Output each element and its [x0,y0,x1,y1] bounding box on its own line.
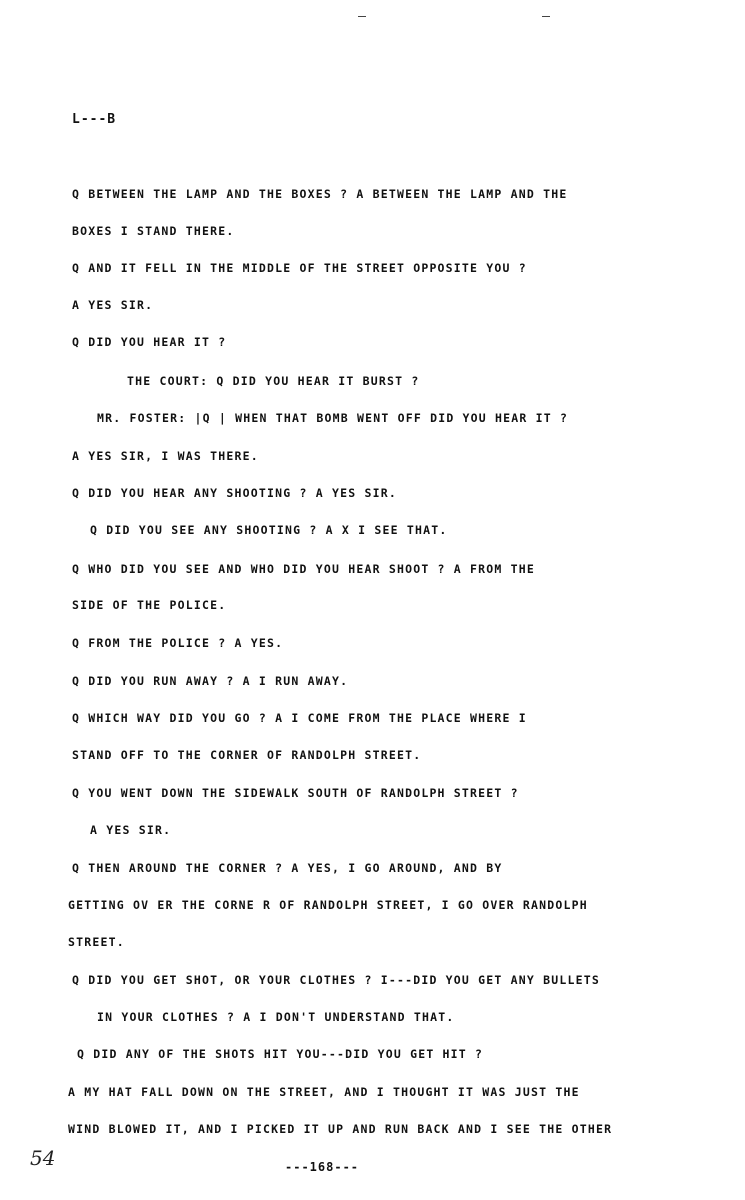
transcript-line: GETTING OV ER THE CORNE R OF RANDOLPH STREET, I GO OVER RANDOLPH [68,898,588,912]
page-number: ---168--- [285,1160,360,1174]
transcript-line: Q BETWEEN THE LAMP AND THE BOXES ? A BETWEEN THE LAMP AND THE [72,187,568,201]
transcript-line: A YES SIR, I WAS THERE. [72,449,259,463]
top-mark-1 [358,16,366,17]
transcript-line: A YES SIR. [72,298,154,312]
transcript-line: A MY HAT FALL DOWN ON THE STREET, AND I THOUGHT IT WAS JUST THE [68,1085,580,1099]
transcript-line: Q FROM THE POLICE ? A YES. [72,636,284,650]
transcript-line: Q DID YOU SEE ANY SHOOTING ? A X I SEE THAT. [90,523,448,537]
transcript-line: STAND OFF TO THE CORNER OF RANDOLPH STREET. [72,748,422,762]
transcript-line: Q DID YOU HEAR ANY SHOOTING ? A YES SIR. [72,486,397,500]
transcript-line: Q WHICH WAY DID YOU GO ? A I COME FROM THE PLACE WHERE I [72,711,527,725]
handwritten-page-number: 54 [30,1146,56,1170]
transcript-line: SIDE OF THE POLICE. [72,598,227,612]
top-mark-2 [542,16,550,17]
transcript-line: Q THEN AROUND THE CORNER ? A YES, I GO AROUND, AND BY [72,861,503,875]
transcript-line: A YES SIR. [90,823,172,837]
header-code: L---B [72,112,117,127]
transcript-line: Q YOU WENT DOWN THE SIDEWALK SOUTH OF RANDOLPH STREET ? [72,786,519,800]
transcript-line: MR. FOSTER: |Q | WHEN THAT BOMB WENT OFF DID YOU HEAR IT ? [97,411,569,425]
transcript-line: Q AND IT FELL IN THE MIDDLE OF THE STREET OPPOSITE YOU ? [72,261,527,275]
transcript-line: IN YOUR CLOTHES ? A I DON'T UNDERSTAND THAT. [97,1010,455,1024]
transcript-line: Q DID YOU GET SHOT, OR YOUR CLOTHES ? I---DID YOU GET ANY BULLETS [72,973,601,987]
transcript-line: Q DID YOU HEAR IT ? [72,335,227,349]
transcript-line: THE COURT: Q DID YOU HEAR IT BURST ? [127,374,420,388]
transcript-line: STREET. [68,935,125,949]
transcript-line: Q DID ANY OF THE SHOTS HIT YOU---DID YOU GET HIT ? [77,1047,484,1061]
transcript-line: WIND BLOWED IT, AND I PICKED IT UP AND RUN BACK AND I SEE THE OTHER [68,1122,613,1136]
transcript-line: Q DID YOU RUN AWAY ? A I RUN AWAY. [72,674,349,688]
transcript-line: BOXES I STAND THERE. [72,224,235,238]
transcript-line: Q WHO DID YOU SEE AND WHO DID YOU HEAR SHOOT ? A FROM THE [72,562,536,576]
